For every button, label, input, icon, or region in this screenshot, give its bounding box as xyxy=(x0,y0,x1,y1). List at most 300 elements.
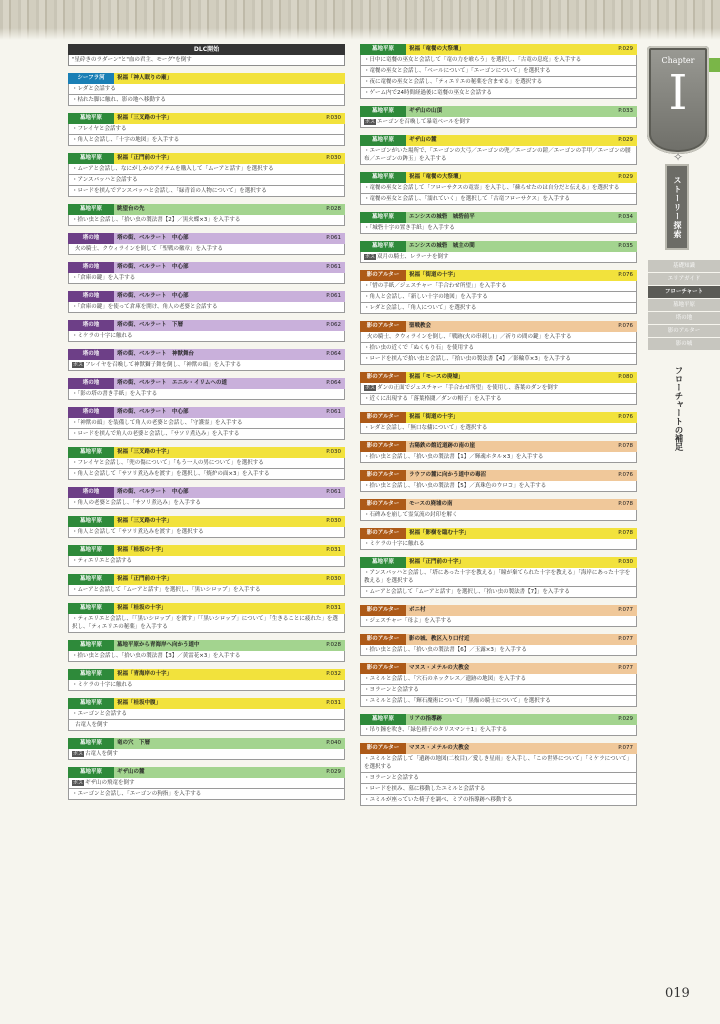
area-category: 塔の地 xyxy=(68,378,114,389)
step-action xyxy=(360,117,637,128)
area-category: 影のアルター xyxy=(360,470,406,481)
nav-item[interactable]: 墓地平原 xyxy=(648,299,720,311)
action-text: ・ミケラの十字に触れる xyxy=(72,682,133,688)
location-name: モースの廃墟の南 xyxy=(409,501,453,507)
area-category: 墓地平原 xyxy=(68,204,114,215)
flow-step xyxy=(68,516,345,538)
page-reference: P.061 xyxy=(326,264,341,270)
action-text: ・ムーアと会話し、なにがしかのアイテムを購入して「ムーアと話す」を選択する xyxy=(72,166,274,172)
location-name: ボニ村 xyxy=(409,607,426,613)
location-name: 祝福「桂坂の十字」 xyxy=(117,547,167,553)
step-action xyxy=(360,183,637,194)
step-header xyxy=(360,499,637,510)
step-action xyxy=(68,124,345,135)
location-title xyxy=(406,321,637,332)
location-title xyxy=(114,262,345,273)
step-header xyxy=(68,204,345,215)
location-title xyxy=(406,557,637,568)
action-text: ・角人の老婆と会話し、「サソリ煮込み」を入手する xyxy=(72,500,201,506)
step-header xyxy=(360,634,637,645)
step-action xyxy=(68,680,345,691)
action-text: ・ロードを挟み、墓に移動したユミルと会話する xyxy=(364,786,486,792)
action-text: ・レダと会話し、「角人について」を選択する xyxy=(364,305,477,311)
page-reference: P.030 xyxy=(618,559,633,565)
flow-step xyxy=(68,262,345,284)
location-title xyxy=(114,153,345,164)
area-category: 塔の地 xyxy=(68,407,114,418)
flow-step xyxy=(360,135,637,165)
area-category: 影のアルター xyxy=(360,441,406,452)
step-action xyxy=(68,389,345,400)
location-name: 祝福「青海岸の十字」 xyxy=(117,671,173,677)
action-text: ・ユミルと会話し、「輝石魔術について」「黒焔の騎士について」を選択する xyxy=(364,698,551,704)
step-action xyxy=(360,773,637,784)
step-action xyxy=(68,585,345,596)
location-title xyxy=(114,545,345,556)
chapter-label: Chapter xyxy=(661,56,695,65)
page-reference: P.029 xyxy=(618,46,633,52)
location-name: マヌス・メテルの大教会 xyxy=(409,665,470,671)
action-text: 火の騎士、クウィラインを倒して「聖戦の徽章」を入手する xyxy=(75,246,224,252)
location-title xyxy=(406,44,637,55)
page-reference: P.080 xyxy=(618,374,633,380)
location-title xyxy=(114,407,345,418)
area-category: 影のアルター xyxy=(360,743,406,754)
step-header xyxy=(68,73,345,84)
location-name: 祝福「三叉路の十字」 xyxy=(117,449,173,455)
step-header xyxy=(68,738,345,749)
location-title xyxy=(114,698,345,709)
action-text: ・角人と会話し、「十字の地図」を入手する xyxy=(72,137,180,143)
action-text: ・レダと会話する xyxy=(72,86,116,92)
location-name: 祝福「街道の十字」 xyxy=(409,272,459,278)
area-category: 影のアルター xyxy=(360,605,406,616)
location-name: 聖戦教会 xyxy=(409,323,432,329)
step-header xyxy=(68,669,345,680)
step-action xyxy=(68,95,345,106)
ornament-icon: ✧ xyxy=(673,150,684,164)
location-name: 塔の街、ベルラート 中心部 xyxy=(117,293,189,299)
location-title xyxy=(406,135,637,146)
location-title xyxy=(114,738,345,749)
step-action xyxy=(360,292,637,303)
location-title xyxy=(114,487,345,498)
step-action xyxy=(68,175,345,186)
location-title xyxy=(114,113,345,124)
nav-item[interactable]: 影のアルター xyxy=(648,325,720,337)
location-name: 祝福「三叉路の十字」 xyxy=(117,115,173,121)
action-text: ・近くに出現する「落葉格闘／ダンの帽子」を入手する xyxy=(364,396,502,402)
action-text: ・拾い虫の近くで「ぬくもり石」を使用する xyxy=(364,345,475,351)
action-text: ダンの正面でジェスチャー「手合わせ所望」を使用し、落葉のダンを倒す xyxy=(377,385,559,391)
location-title xyxy=(114,516,345,527)
action-text: ・ロードを挟んでアンスバッハと会話し、「緑青首の人物について」を選択する xyxy=(72,188,267,194)
location-title xyxy=(406,172,637,183)
section-nav xyxy=(648,260,720,351)
page-reference: P.076 xyxy=(618,272,633,278)
page-reference: P.030 xyxy=(326,576,341,582)
flow-step xyxy=(360,470,637,492)
step-action xyxy=(360,784,637,795)
area-category: 塔の地 xyxy=(68,349,114,360)
action-text: ・拾い虫と会話し、「拾い虫の製法書【3】／黄雷花×3」を入手する xyxy=(72,653,241,659)
location-name: 墓地平原から青海岸へ向かう道中 xyxy=(117,642,200,648)
page-reference: P.033 xyxy=(618,108,633,114)
step-header xyxy=(360,321,637,332)
page-reference: P.078 xyxy=(618,530,633,536)
action-text: ・拾い虫と会話し、「拾い虫の製法書【1】／輝魂ホタル×3」を入手する xyxy=(364,454,544,460)
area-category: 塔の地 xyxy=(68,487,114,498)
flow-step xyxy=(68,698,345,731)
page-reference: P.076 xyxy=(618,414,633,420)
area-category: 墓地平原 xyxy=(68,669,114,680)
step-header xyxy=(360,743,637,754)
location-name: 竜の穴 下層 xyxy=(117,740,151,746)
step-action xyxy=(360,88,637,99)
flow-step xyxy=(360,663,637,707)
step-action xyxy=(68,709,345,720)
boss-badge: ボス xyxy=(73,751,84,757)
area-category: 墓地平原 xyxy=(68,767,114,778)
step-action xyxy=(360,394,637,405)
location-title xyxy=(406,663,637,674)
location-name: ギザ山の麓 xyxy=(409,137,437,143)
step-action xyxy=(360,223,637,234)
page-number: 019 xyxy=(665,986,690,1001)
action-text: ・エーゴンと会話する xyxy=(72,711,128,717)
step-action xyxy=(360,587,637,598)
page-reference: P.030 xyxy=(326,449,341,455)
action-text: ・枯れた脚に触れ、影の地へ移動する xyxy=(72,97,166,103)
action-text: ・吊り鐘を吹き、「緑色種子のタリスマン＋1」を入手する xyxy=(364,727,508,733)
step-action xyxy=(360,481,637,492)
location-title xyxy=(406,270,637,281)
location-name: 眺望台の先 xyxy=(117,206,145,212)
area-category: 影のアルター xyxy=(360,372,406,383)
action-text: ・「倉庫の鍵」を入手する xyxy=(72,275,136,281)
action-text: ・竜餐の巫女と会話して「フローサクスの竜霊」を入手し、「蘇らせたのは自分だと伝える」を選択する xyxy=(364,185,620,191)
step-action xyxy=(360,252,637,263)
flow-step xyxy=(360,212,637,234)
step-action xyxy=(68,244,345,255)
page-reference: P.061 xyxy=(326,235,341,241)
action-text: ・ミケラの十字に触れる xyxy=(364,541,425,547)
location-name: 塔の街、ベルラート エニル・イリムへの道 xyxy=(117,380,228,386)
dlc-start-header: DLC開始 xyxy=(68,44,345,55)
step-header xyxy=(360,441,637,452)
page-reference: P.031 xyxy=(326,605,341,611)
location-name: 祝福「影樹を臨む十字」 xyxy=(409,530,470,536)
page-reference: P.029 xyxy=(618,174,633,180)
location-title xyxy=(406,470,637,481)
chapter-number: I xyxy=(668,65,688,121)
step-header xyxy=(360,172,637,183)
step-action xyxy=(68,302,345,313)
action-text: ・拾い虫と会話し、「拾い虫の製法書【6】／玉露×3」を入手する xyxy=(364,647,527,653)
step-action xyxy=(360,55,637,66)
location-title xyxy=(114,320,345,331)
step-header xyxy=(360,470,637,481)
area-category: 墓地平原 xyxy=(68,640,114,651)
area-category: 影のアルター xyxy=(360,528,406,539)
area-category: 影のアルター xyxy=(360,270,406,281)
flowchart-left-column xyxy=(68,44,345,807)
action-text: ・ムーアと会話して「ムーアと話す」を選択し、「拾い虫の製法書【7】」を入手する xyxy=(364,589,570,595)
area-category: 墓地平原 xyxy=(360,135,406,146)
step-action xyxy=(68,498,345,509)
location-title xyxy=(406,441,637,452)
location-name: 祝福「モースの廃墟」 xyxy=(409,374,464,380)
page-reference: P.040 xyxy=(326,740,341,746)
step-header xyxy=(360,412,637,423)
step-action xyxy=(68,556,345,567)
location-name: 影の城、教区入り口付近 xyxy=(409,636,470,642)
flow-step xyxy=(68,407,345,440)
step-action xyxy=(68,778,345,789)
step-header xyxy=(360,106,637,117)
step-action xyxy=(360,754,637,773)
action-text: ・ゲーム内で24時間経過後に竜餐の巫女と会話する xyxy=(364,90,493,96)
action-text: 古竜人を倒す xyxy=(75,722,109,728)
area-category: 墓地平原 xyxy=(360,44,406,55)
step-action xyxy=(68,360,345,371)
action-text: ・角人と会話して「サソリ煮込みを渡す」を選択し、「焼炉の面×3」を入手する xyxy=(72,471,270,477)
action-text: ・石碑みを崩して霊気流の封印を解く xyxy=(364,512,458,518)
action-text: ・ロードを挟んで角人の老婆と会話し、「サソリ煮込み」を入手する xyxy=(72,431,240,437)
location-title xyxy=(406,528,637,539)
location-title xyxy=(114,640,345,651)
location-title xyxy=(406,499,637,510)
nav-item[interactable]: フローチャート xyxy=(648,286,720,298)
location-name: 塔の街、ベルラート 下層 xyxy=(117,322,184,328)
nav-item[interactable]: エリアガイド xyxy=(648,273,720,285)
area-category: 墓地平原 xyxy=(68,738,114,749)
action-text: ・アンスバッハと会話し、「塔にあった十字を教える」「瞳が棄てられた十字を教える」「海岸にあった十字を教える」を選択する xyxy=(364,570,631,584)
step-action xyxy=(360,383,637,394)
flow-step xyxy=(360,605,637,627)
story-section-tab[interactable]: ストーリー探索 xyxy=(665,164,689,250)
step-action xyxy=(360,685,637,696)
page-reference: P.061 xyxy=(326,293,341,299)
flow-step xyxy=(68,153,345,197)
location-name: 塔の街、ベルラート 中心部 xyxy=(117,264,189,270)
step-action xyxy=(360,343,637,354)
page-reference: P.077 xyxy=(618,745,633,751)
step-header xyxy=(360,663,637,674)
step-action xyxy=(68,273,345,284)
area-category: 塔の地 xyxy=(68,262,114,273)
action-text: ・「惜の手紙／ジェスチャー「手合わせ所望」」を入手する xyxy=(364,283,507,289)
location-name: 祝福「桂坂の十字」 xyxy=(117,605,167,611)
area-category: 墓地平原 xyxy=(360,557,406,568)
location-title xyxy=(406,412,637,423)
step-action xyxy=(360,77,637,88)
area-category: 墓地平原 xyxy=(68,113,114,124)
step-action xyxy=(360,66,637,77)
step-action xyxy=(360,645,637,656)
area-category: 墓地平原 xyxy=(68,603,114,614)
step-action xyxy=(360,332,637,343)
step-header xyxy=(68,447,345,458)
action-text: ギザ山の飛竜を倒す xyxy=(85,780,135,786)
action-text: ・エーゴンと会話し、「エーゴンの狗指」を入手する xyxy=(72,791,202,797)
location-name: エンシスの城砦 城砦前平 xyxy=(409,214,475,220)
page-reference: P.032 xyxy=(326,671,341,677)
step-action xyxy=(360,616,637,627)
step-header xyxy=(68,320,345,331)
flow-step xyxy=(68,73,345,106)
location-name: 祝福「正門前の十字」 xyxy=(117,576,173,582)
boss-badge: ボス xyxy=(365,254,376,260)
flow-step xyxy=(360,44,637,99)
flow-step xyxy=(68,291,345,313)
area-category: 墓地平原 xyxy=(360,106,406,117)
step-header xyxy=(68,640,345,651)
location-title xyxy=(406,743,637,754)
page-reference: P.078 xyxy=(618,501,633,507)
location-name: 祝福「竜餐の大祭壇」 xyxy=(409,46,465,52)
step-header xyxy=(68,487,345,498)
page-reference: P.031 xyxy=(326,547,341,553)
step-header xyxy=(68,262,345,273)
action-text: 双月の騎士、レラーナを倒す xyxy=(377,254,449,260)
step-header xyxy=(68,233,345,244)
flow-step xyxy=(68,738,345,760)
action-text: ・「神獣の頭」を装備して角人の老婆と会話し、「守護霊」を入手する xyxy=(72,420,243,426)
location-title xyxy=(114,73,345,84)
location-title xyxy=(114,378,345,389)
area-category: 影のアルター xyxy=(360,412,406,423)
location-name: 塔の街、ベルラート 神獣舞台 xyxy=(117,351,195,357)
page-reference: P.061 xyxy=(326,489,341,495)
flow-step xyxy=(360,743,637,806)
area-category: 影のアルター xyxy=(360,663,406,674)
step-header xyxy=(68,545,345,556)
area-category: 影のアルター xyxy=(360,499,406,510)
flow-step xyxy=(360,499,637,521)
step-action xyxy=(68,720,345,731)
location-title xyxy=(114,574,345,585)
flow-step xyxy=(68,349,345,371)
step-action xyxy=(360,303,637,314)
flow-step xyxy=(68,113,345,146)
nav-item[interactable]: 影の城 xyxy=(648,338,720,350)
step-header xyxy=(68,378,345,389)
action-text: 古竜人を倒す xyxy=(85,751,119,757)
page-reference: P.064 xyxy=(326,351,341,357)
action-text: 火の騎士、クウィラインを倒し、「戦跡(火の串刺し)」／祈りの間の鍵」を入手する xyxy=(367,334,572,340)
flow-step xyxy=(68,378,345,400)
location-title xyxy=(114,669,345,680)
action-text: ・拾い虫と会話し、「拾い虫の製法書【2】／黒火蝶×3」を入手する xyxy=(72,217,241,223)
area-category: シーフラ河 xyxy=(68,73,114,84)
step-action xyxy=(360,510,637,521)
page-reference: P.062 xyxy=(326,322,341,328)
action-text: ・日中に竜餐の巫女と会話して「竜の力を喰らう」を選択し、「古竜の息庭」を入手する xyxy=(364,57,582,63)
action-text: ・ヨラーンと会話する xyxy=(364,775,419,781)
area-category: 墓地平原 xyxy=(68,516,114,527)
step-header xyxy=(360,135,637,146)
page-reference: P.028 xyxy=(326,206,341,212)
location-title xyxy=(114,233,345,244)
step-action xyxy=(360,146,637,165)
flow-step xyxy=(68,233,345,255)
step-action xyxy=(360,539,637,550)
location-name: 古陽鉄の館近道跡の南の崖 xyxy=(409,443,476,449)
action-text: ・エーゴンがいた場所で、「エーゴンの大弓／エーゴンの兜／エーゴンの鎧／エーゴンの手甲／エーゴンの腰布／エーゴンの鉾玉」を入手する xyxy=(364,148,631,162)
area-category: 塔の地 xyxy=(68,320,114,331)
location-name: 祝福「竜餐の大祭壇」 xyxy=(409,174,465,180)
action-text: ・ムーアと会話して「ムーアと話す」を選択し、「黒いシロップ」を入手する xyxy=(72,587,261,593)
action-text: ・角人と会話し、「新しい十字の地図」を入手する xyxy=(364,294,488,300)
step-action xyxy=(360,725,637,736)
location-title xyxy=(114,349,345,360)
page-reference: P.028 xyxy=(326,642,341,648)
nav-item[interactable]: 塔の地 xyxy=(648,312,720,324)
location-name: 塔の街、ベルラート 中心部 xyxy=(117,489,189,495)
flow-step xyxy=(68,320,345,342)
boss-badge: ボス xyxy=(365,385,376,391)
flow-step xyxy=(360,441,637,463)
action-text: ・「影の塔の書き手紙」を入手する xyxy=(72,391,158,397)
step-header xyxy=(360,528,637,539)
boss-badge: ボス xyxy=(365,119,376,125)
location-title xyxy=(406,714,637,725)
step-action xyxy=(360,568,637,587)
boss-badge: ボス xyxy=(73,362,84,368)
nav-item[interactable]: 基礎知識 xyxy=(648,260,720,272)
action-text: ・夜に竜餐の巫女と会話し、「ティエリエの秘薬を含ませる」を選択する xyxy=(364,79,543,85)
action-text: ・フレイヤと会話し、「兜の傷について」「もう一人の男について」を選択する xyxy=(72,460,264,466)
location-title xyxy=(114,447,345,458)
step-header xyxy=(68,603,345,614)
flowchart-right-column xyxy=(360,44,637,813)
area-category: 影のアルター xyxy=(360,321,406,332)
action-text: エーゴンを召喚して暴竜ベールを倒す xyxy=(377,119,471,125)
area-category: 墓地平原 xyxy=(68,698,114,709)
location-title xyxy=(114,603,345,614)
location-name: ギザ山の麓 xyxy=(117,769,145,775)
step-action xyxy=(68,614,345,633)
location-name: 塔の街、ベルラート 中心部 xyxy=(117,409,189,415)
area-category: 塔の地 xyxy=(68,291,114,302)
flow-step xyxy=(360,714,637,736)
flow-step xyxy=(360,270,637,314)
location-title xyxy=(114,291,345,302)
step-action xyxy=(68,789,345,800)
location-name: 祝福「桂坂中腹」 xyxy=(117,700,162,706)
step-action xyxy=(68,84,345,95)
flow-step xyxy=(68,574,345,596)
location-title xyxy=(406,241,637,252)
flow-step xyxy=(360,106,637,128)
chapter-plate xyxy=(647,46,709,154)
flow-step xyxy=(360,321,637,365)
step-action xyxy=(68,469,345,480)
action-text: ・フレイヤと会話する xyxy=(72,126,127,132)
area-category: 墓地平原 xyxy=(68,153,114,164)
action-text: ・ヨラーンと会話する xyxy=(364,687,419,693)
flow-step xyxy=(68,640,345,662)
step-action xyxy=(360,354,637,365)
action-text: ・拾い虫と会話し、「拾い虫の製法書【5】／真珠色のウロコ」を入手する xyxy=(364,483,547,489)
area-category: 墓地平原 xyxy=(68,574,114,585)
step-action xyxy=(68,418,345,429)
location-title xyxy=(114,204,345,215)
boss-badge: ボス xyxy=(73,780,84,786)
step-action xyxy=(68,527,345,538)
page-reference: P.077 xyxy=(618,665,633,671)
